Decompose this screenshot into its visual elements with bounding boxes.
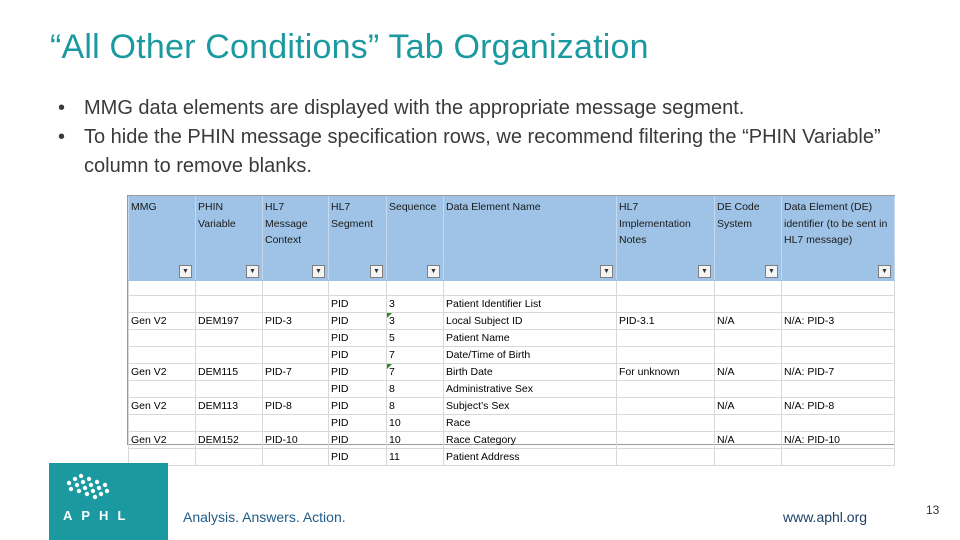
- table-cell: [263, 381, 329, 398]
- table-cell: PID-3: [263, 313, 329, 330]
- table-cell: Gen V2: [129, 313, 196, 330]
- aphl-logo-text: APHL: [63, 508, 135, 523]
- footer-url[interactable]: www.aphl.org: [783, 509, 868, 525]
- table-cell: Patient Identifier List: [444, 296, 617, 313]
- table-cell: 3: [387, 296, 444, 313]
- table-cell: [196, 347, 263, 364]
- table-cell: [196, 449, 263, 466]
- table-cell: PID: [329, 449, 387, 466]
- table-cell: [196, 415, 263, 432]
- column-header: HL7 Message Context: [263, 197, 329, 262]
- aphl-logo: [49, 463, 168, 540]
- table-cell: Race Category: [444, 432, 617, 449]
- table-cell: PID: [329, 364, 387, 381]
- table-cell: N/A: PID-10: [782, 432, 895, 449]
- table-cell: [782, 347, 895, 364]
- table-cell: [617, 330, 715, 347]
- table-row: [129, 330, 895, 347]
- column-header: DE Code System: [715, 197, 782, 262]
- bullet-item: • To hide the PHIN message specification rows, we recommend filtering the “PHIN Variable” column to remove blanks.: [58, 123, 918, 181]
- table-cell: DEM197: [196, 313, 263, 330]
- table-cell: PID-8: [263, 398, 329, 415]
- table-cell: N/A: PID-8: [782, 398, 895, 415]
- table-cell: DEM115: [196, 364, 263, 381]
- filter-row: [129, 262, 895, 281]
- table-row: [129, 432, 895, 449]
- table-cell: [782, 415, 895, 432]
- table-cell: 11: [387, 449, 444, 466]
- table-cell: 5: [387, 330, 444, 347]
- column-header: HL7 Segment: [329, 197, 387, 262]
- table-cell: [196, 330, 263, 347]
- table-cell: [196, 296, 263, 313]
- table-cell: [782, 296, 895, 313]
- column-header: Sequence: [387, 197, 444, 262]
- table-cell: DEM152: [196, 432, 263, 449]
- table-row: [129, 364, 895, 381]
- table-cell: [782, 381, 895, 398]
- table-cell: N/A: PID-3: [782, 313, 895, 330]
- filter-dropdown-icon: ▼: [427, 265, 440, 278]
- table-cell: [129, 347, 196, 364]
- filter-dropdown-icon: ▼: [312, 265, 325, 278]
- table-cell: PID: [329, 347, 387, 364]
- table-cell: [129, 415, 196, 432]
- table-cell: [782, 449, 895, 466]
- table-cell: PID-7: [263, 364, 329, 381]
- aphl-logo-mark-icon: [63, 471, 113, 503]
- table-cell: Race: [444, 415, 617, 432]
- table-cell: [263, 347, 329, 364]
- table-cell: [782, 330, 895, 347]
- table-cell: 7: [387, 347, 444, 364]
- table-cell: Gen V2: [129, 364, 196, 381]
- table-cell: N/A: [715, 364, 782, 381]
- table-cell: PID-10: [263, 432, 329, 449]
- table-cell: [715, 415, 782, 432]
- table-row: [129, 398, 895, 415]
- column-header: MMG: [129, 197, 196, 262]
- table-cell: [617, 432, 715, 449]
- footer-tagline: Analysis. Answers. Action.: [183, 509, 346, 525]
- table-cell: [263, 449, 329, 466]
- table-cell: Local Subject ID: [444, 313, 617, 330]
- filter-dropdown-icon: ▼: [878, 265, 891, 278]
- filter-dropdown-icon: ▼: [179, 265, 192, 278]
- table-cell: 7: [387, 364, 444, 381]
- table-cell: Date/Time of Birth: [444, 347, 617, 364]
- table-row: [129, 381, 895, 398]
- slide-title: “All Other Conditions” Tab Organization: [50, 28, 649, 66]
- header-row: [129, 197, 895, 262]
- filter-dropdown-icon: ▼: [698, 265, 711, 278]
- table-cell: N/A: [715, 398, 782, 415]
- table-cell: DEM113: [196, 398, 263, 415]
- table-cell: [715, 296, 782, 313]
- table-cell: N/A: PID-7: [782, 364, 895, 381]
- table-cell: N/A: [715, 313, 782, 330]
- column-header: Data Element (DE) identifier (to be sent in HL7 message): [782, 197, 895, 262]
- table-cell: [129, 330, 196, 347]
- table-cell: 8: [387, 398, 444, 415]
- table-cell: [617, 296, 715, 313]
- table-cell: Gen V2: [129, 432, 196, 449]
- table-cell: PID: [329, 398, 387, 415]
- mmg-table: [128, 196, 895, 466]
- blank-row: [129, 281, 895, 296]
- column-header: PHIN Variable: [196, 197, 263, 262]
- table-cell: PID: [329, 415, 387, 432]
- table-cell: [715, 449, 782, 466]
- filter-dropdown-icon: ▼: [370, 265, 383, 278]
- table-cell: Patient Name: [444, 330, 617, 347]
- page-number: 13: [926, 503, 940, 517]
- table-cell: [129, 381, 196, 398]
- table-cell: Gen V2: [129, 398, 196, 415]
- table-row: [129, 415, 895, 432]
- column-header: Data Element Name: [444, 197, 617, 262]
- table-cell: [263, 330, 329, 347]
- table-cell: [617, 381, 715, 398]
- table-cell: 8: [387, 381, 444, 398]
- table-cell: PID-3.1: [617, 313, 715, 330]
- table-cell: For unknown: [617, 364, 715, 381]
- table-cell: PID: [329, 296, 387, 313]
- filter-dropdown-icon: ▼: [765, 265, 778, 278]
- table-cell: [617, 415, 715, 432]
- table-cell: [617, 449, 715, 466]
- filter-dropdown-icon: ▼: [246, 265, 259, 278]
- table-cell: 3: [387, 313, 444, 330]
- bullet-list: [58, 94, 918, 181]
- table-cell: [129, 296, 196, 313]
- table-cell: [263, 415, 329, 432]
- table-cell: 10: [387, 415, 444, 432]
- table-cell: [617, 347, 715, 364]
- table-cell: Patient Address: [444, 449, 617, 466]
- table-cell: PID: [329, 381, 387, 398]
- column-header: HL7 Implementation Notes: [617, 197, 715, 262]
- table-cell: [617, 398, 715, 415]
- table-row: [129, 347, 895, 364]
- table-row: [129, 449, 895, 466]
- table-cell: Subject’s Sex: [444, 398, 617, 415]
- table-cell: [263, 296, 329, 313]
- spreadsheet-screenshot: [127, 195, 895, 463]
- table-cell: N/A: [715, 432, 782, 449]
- table-cell: PID: [329, 313, 387, 330]
- table-cell: [715, 347, 782, 364]
- table-cell: [715, 330, 782, 347]
- table-cell: PID: [329, 432, 387, 449]
- table-row: [129, 313, 895, 330]
- table-cell: [196, 381, 263, 398]
- table-row: [129, 296, 895, 313]
- table-cell: Administrative Sex: [444, 381, 617, 398]
- table-cell: [715, 381, 782, 398]
- table-cell: Birth Date: [444, 364, 617, 381]
- table-cell: 10: [387, 432, 444, 449]
- filter-dropdown-icon: ▼: [600, 265, 613, 278]
- bullet-item: • MMG data elements are displayed with the appropriate message segment.: [58, 94, 918, 123]
- table-cell: PID: [329, 330, 387, 347]
